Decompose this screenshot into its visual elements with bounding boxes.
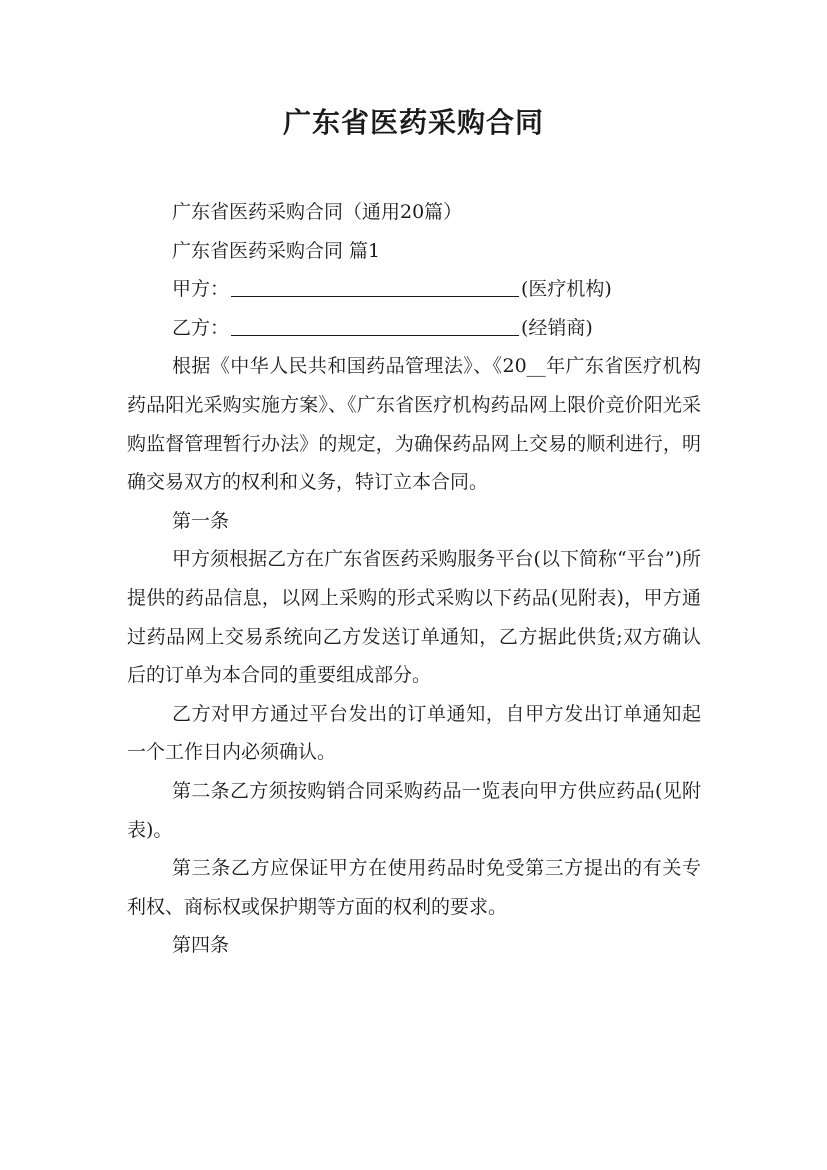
article-1-paragraph-2: 乙方对甲方通过平台发出的订单通知，自甲方发出订单通知起一个工作日内必须确认。 [127,702,701,764]
article-1-heading: 第一条 [172,509,230,532]
section-heading: 广东省医药采购合同 篇1 [172,239,381,262]
party-a-role: (医疗机构) [521,278,612,301]
article-4-heading: 第四条 [172,934,230,957]
article-1-paragraph-1: 甲方须根据乙方在广东省医药采购服务平台(以下简称“平台”)所提供的药品信息，以网上采购的形式采购以下药品(见附表)，甲方通过药品网上交易系统向乙方发送订单通知，乙方据此供货;双方确认后的订单为本合同的重要组成部分。 [127,548,701,687]
party-a-blank [231,278,519,297]
article-3-paragraph: 第三条乙方应保证甲方在使用药品时免受第三方提出的有关专利权、商标权或保护期等方面的权利的要求。 [127,857,701,918]
party-b-label: 乙方： [172,316,230,339]
article-2-paragraph: 第二条乙方须按购销合同采购药品一览表向甲方供应药品(见附表)。 [127,779,701,841]
party-a-line [127,270,701,309]
party-a-label: 甲方： [172,278,230,301]
party-b-line [127,309,701,348]
party-b-role: (经销商) [521,316,593,339]
party-b-blank [231,317,519,336]
document-title: 广东省医药采购合同 [282,106,544,139]
document-subtitle: 广东省医药采购合同（通用20篇） [172,201,463,223]
document-body [127,193,701,965]
paragraph-preamble: 根据《中华人民共和国药品管理法》、《20__年广东省医疗机构药品阳光采购实施方案》、《广东省医疗机构药品网上限价竞价阳光采购监督管理暂行办法》的规定，为确保药品网上交易的顺利进行，明确交易双方的权利和义务，特订立本合同。 [127,355,701,494]
